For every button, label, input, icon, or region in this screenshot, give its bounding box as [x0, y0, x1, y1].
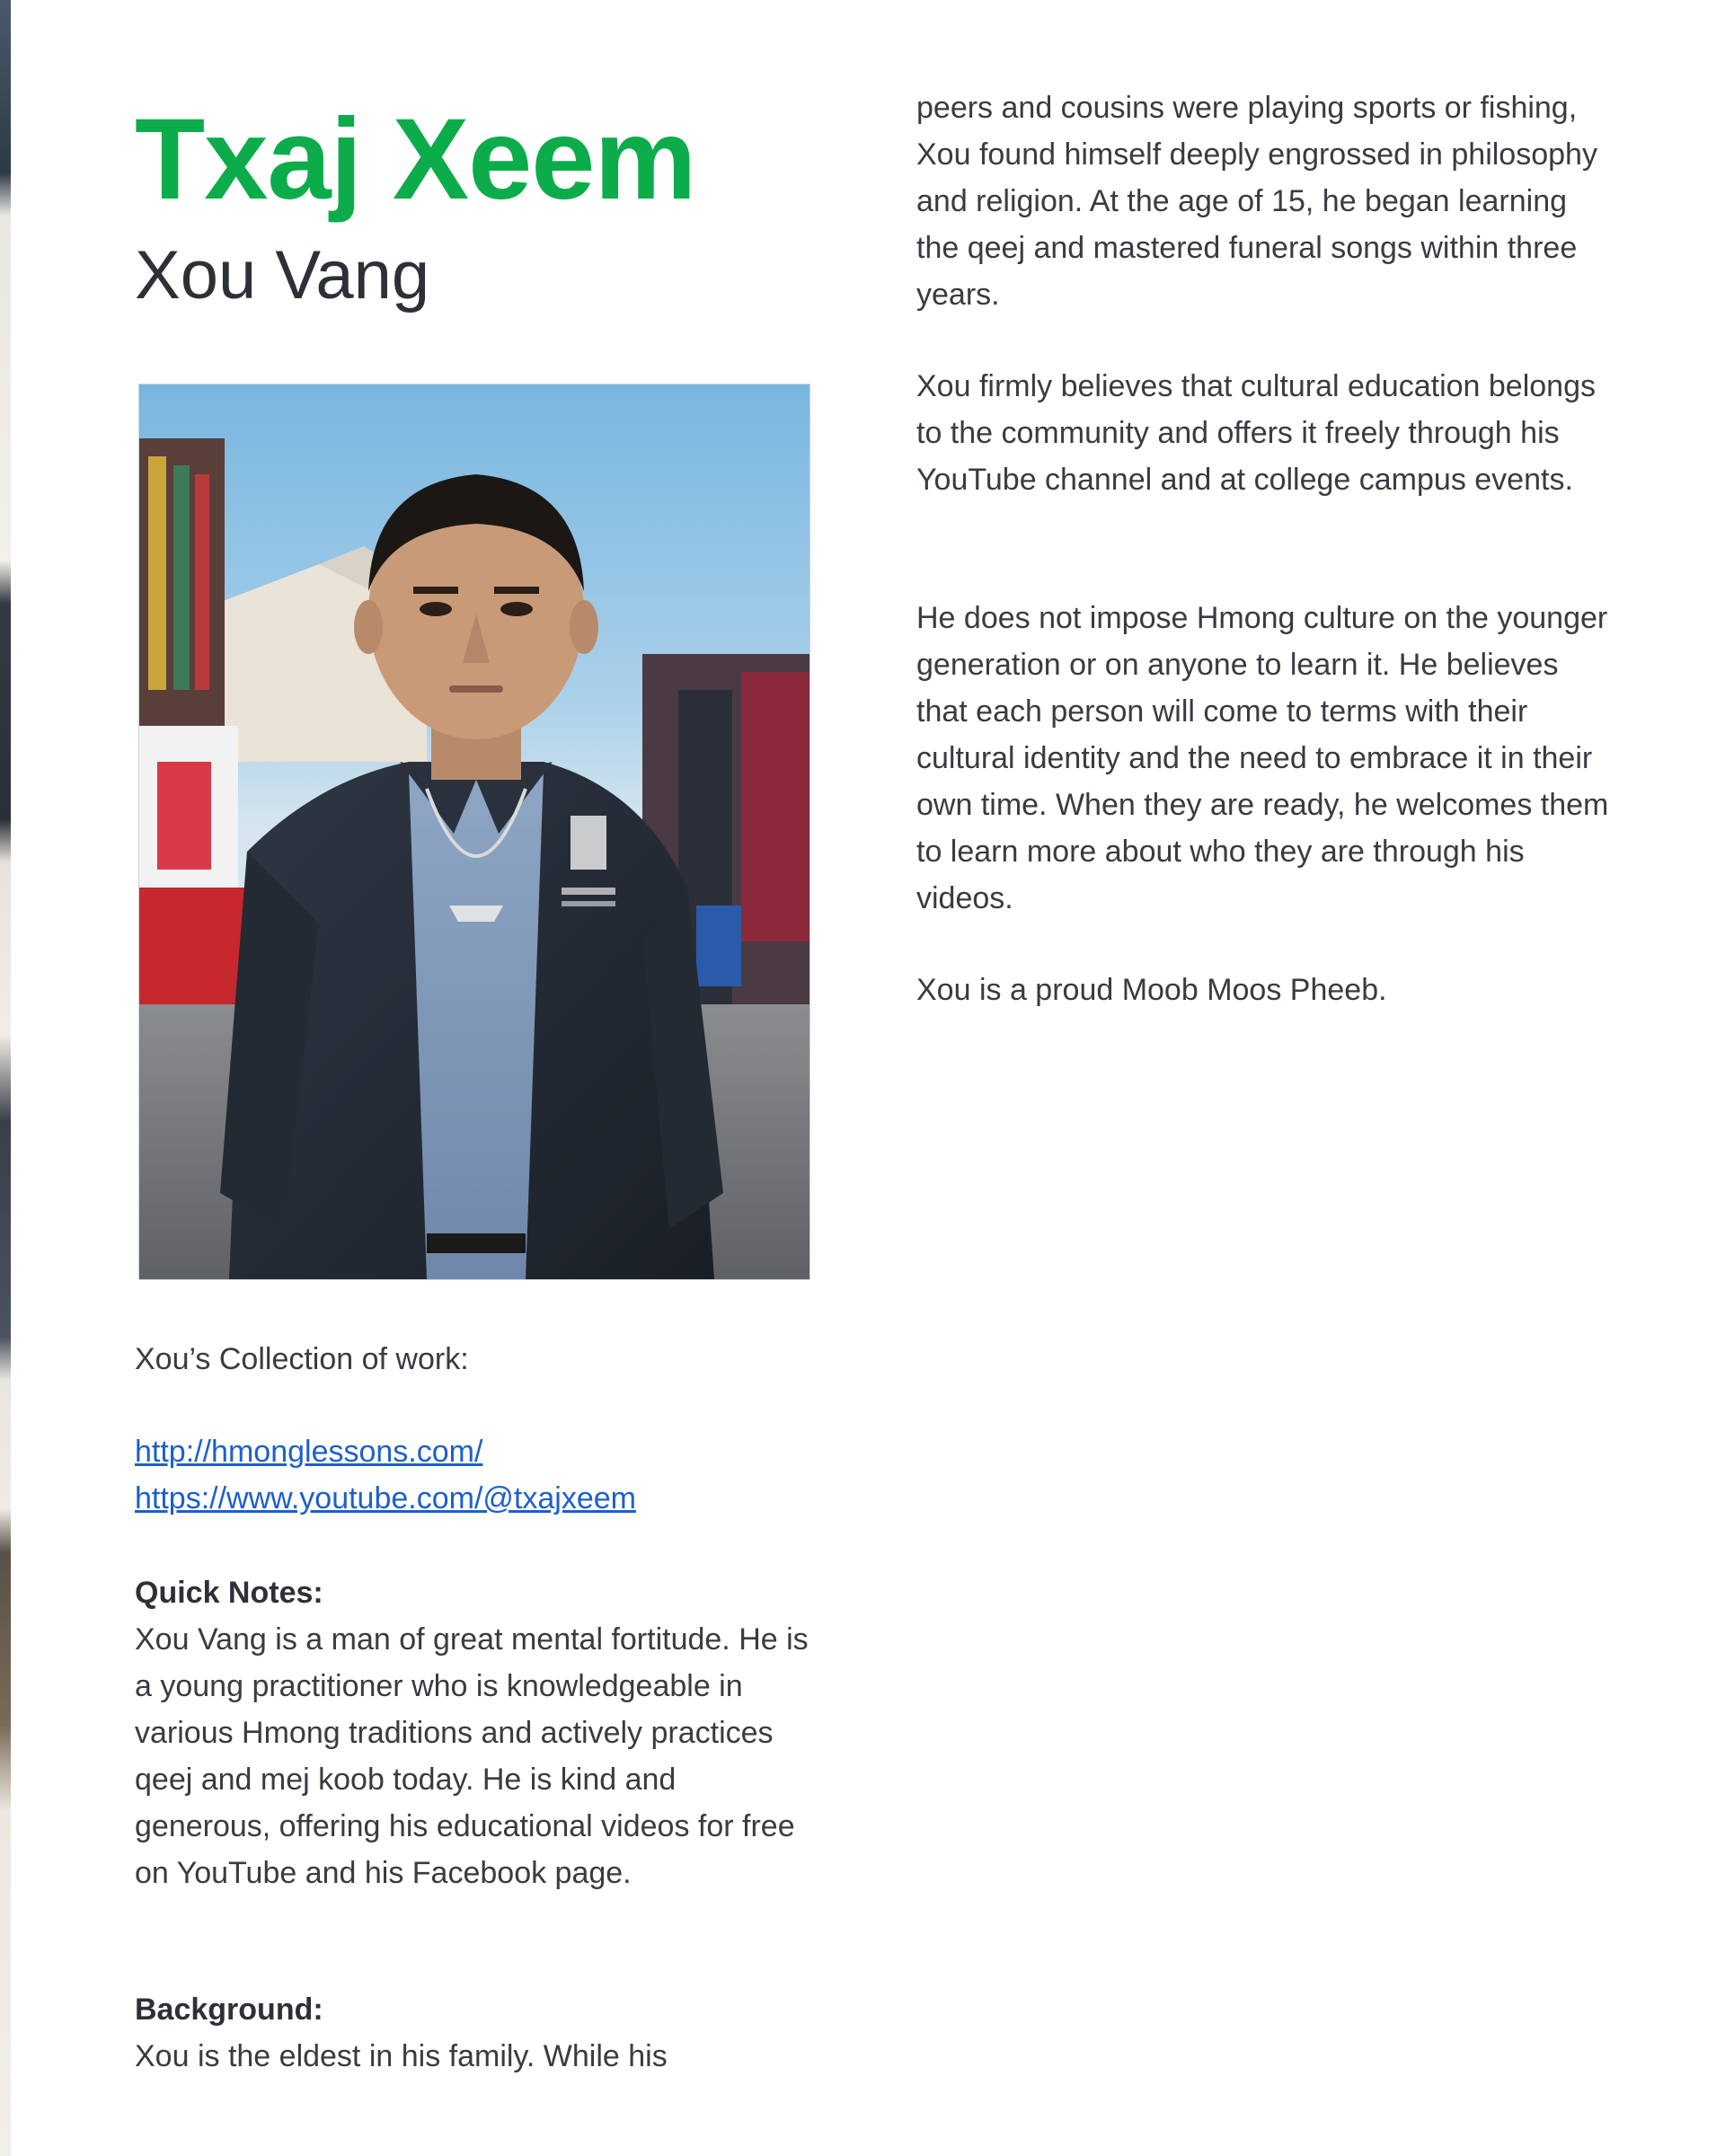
- paragraph-cultural-education: Xou firmly believes that cultural education belongs to the community and offers it freely through his YouTube channel and at college campus events.: [916, 369, 1596, 497]
- collection-label: Xou’s Collection of work:: [135, 1342, 469, 1376]
- page-subtitle: Xou Vang: [135, 237, 430, 314]
- link-youtube[interactable]: https://www.youtube.com/@txajxeem: [135, 1481, 636, 1515]
- background-heading: Background:: [135, 1993, 323, 2027]
- paragraph-proud: Xou is a proud Moob Moos Pheeb.: [916, 973, 1387, 1007]
- background-text-continued: peers and cousins were playing sports or fishing, Xou found himself deeply engrossed in philosophy and religion. At the age of 15, he began learning the qeej and mastered funeral songs within three years.: [916, 91, 1597, 312]
- links-list: [135, 1428, 636, 1522]
- link-hmonglessons[interactable]: http://hmonglessons.com/: [135, 1435, 483, 1469]
- page-title: Txaj Xeem: [135, 95, 696, 224]
- paragraph-culture-imposition: He does not impose Hmong culture on the younger generation or on anyone to learn it. He believes that each person will come to terms with their cultural identity and the need to embrace it in their own time. When they are ready, he welcomes them to learn more about who they are through his videos.: [916, 601, 1609, 915]
- portrait-photo: [138, 384, 810, 1280]
- quick-notes-text: Xou Vang is a man of great mental fortitude. He is a young practitioner who is knowledgeable in various Hmong traditions and actively practices qeej and mej koob today. He is kind and generous, offering his educational videos for free on YouTube and his Facebook page.: [135, 1622, 809, 1890]
- background-text: Xou is the eldest in his family. While his: [135, 2039, 668, 2073]
- quick-notes-heading: Quick Notes:: [135, 1576, 323, 1610]
- left-edge-strip: [0, 0, 11, 2156]
